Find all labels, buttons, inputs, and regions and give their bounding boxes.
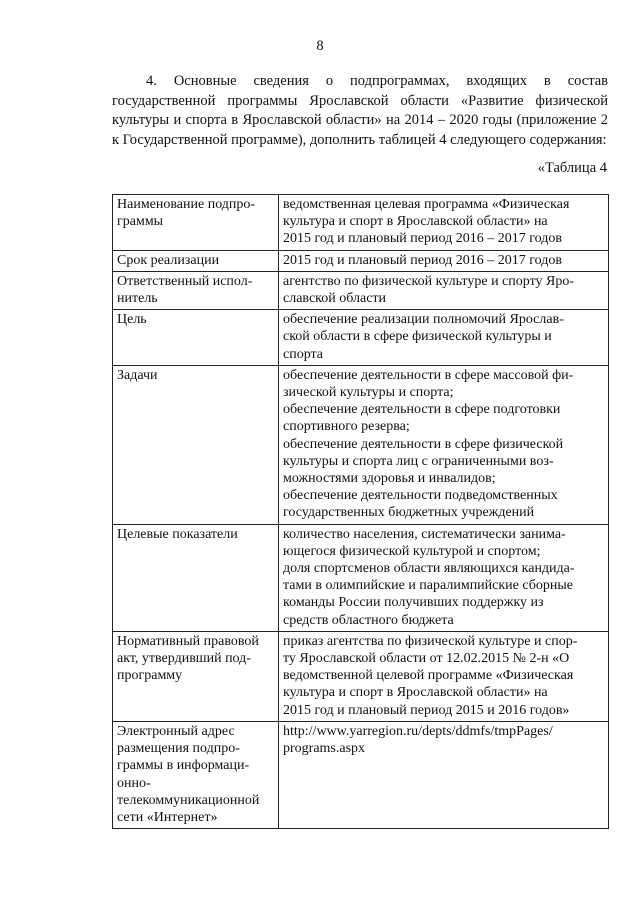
table-row [113,721,609,828]
row-label-line: Нормативный правовой [117,633,259,649]
row-value-line: культуры и спорта лиц с ограниченными воз- [283,453,554,469]
intro-paragraph: 4. Основные сведения о подпрограммах, входящих в состав государственной программы Ярославской области «Развитие физической культуры и спорта в Ярославской области» на 2014 – 2020 годы (приложение 2 к Государственной программе), дополнить таблицей 4 следующего содержания: [112,73,608,148]
row-value-line: 2015 год и плановый период 2015 и 2016 годов» [283,702,570,718]
table-body [113,195,609,829]
table-row [113,631,609,721]
row-label-line: размещения подпро- [117,741,240,757]
row-value-line: доля спортсменов области являющихся кандида- [283,561,575,577]
row-value-line: культура и спорт в Ярославской области» на [283,685,548,701]
row-value-line: 2015 год и плановый период 2016 – 2017 годов [283,231,562,247]
row-label-line: Наименование подпро- [117,197,256,212]
row-value-line: приказ агентства по физической культуре и спор- [283,633,578,649]
row-value-line: обеспечение деятельности в сфере подготовки [283,402,561,418]
row-label-cell [113,631,279,721]
row-value-line: ющегося физической культурой и спортом; [283,543,541,559]
page-number: 8 [316,38,324,54]
row-value-cell [279,310,609,366]
row-value-cell [279,365,609,524]
row-label-cell [113,271,279,309]
table-row [113,524,609,631]
row-value-line: обеспечение деятельности подведомственных [283,488,558,504]
table-caption: «Таблица 4 [537,160,607,176]
row-label-line: телекоммуникационной [117,792,260,808]
table-row [113,310,609,366]
row-value-line: спортивного резерва; [283,419,410,435]
row-label-cell [113,310,279,366]
row-label-cell [113,195,279,251]
row-value-line: обеспечение деятельности в сфере массовой фи- [283,367,574,383]
row-value-line: 2015 год и плановый период 2016 – 2017 годов [283,252,562,268]
row-label-line: граммы в информаци- [117,758,250,774]
row-value-line: можностями здоровья и инвалидов; [283,471,496,487]
row-value-line: обеспечение деятельности в сфере физической [283,436,564,452]
row-value-line: спорта [283,346,324,362]
row-label-line: Целевые показатели [117,526,238,542]
table-row [113,271,609,309]
row-value-line: агентство по физической культуре и спорту Яро- [283,273,575,289]
row-value-line: славской области [283,291,387,307]
row-value-cell [279,271,609,309]
row-label-cell [113,365,279,524]
row-value-cell [279,250,609,271]
row-value-line: государственных бюджетных учреждений [283,505,535,521]
subprogram-passport-table [112,194,609,829]
row-label-cell [113,524,279,631]
row-label-line: сети «Интернет» [117,809,218,825]
row-value-line: количество населения, систематически занима- [283,526,566,542]
row-value-line: культура и спорт в Ярославской области» на [283,214,548,230]
row-label-line: акт, утвердивший под- [117,651,251,667]
row-value-line: ведомственной целевой программе «Физическая [283,668,574,684]
row-label-line: граммы [117,214,164,230]
row-value-line: средств областного бюджета [283,612,454,628]
row-label-line: Электронный адрес [117,723,235,739]
row-value-line: зической культуры и спорта; [283,385,454,401]
row-label-cell [113,250,279,271]
row-value-line: ведомственная целевая программа «Физическая [283,197,570,212]
table-row [113,195,609,251]
row-label-cell [113,721,279,828]
row-value-line: тами в олимпийские и паралимпийские сборные [283,578,574,594]
table-row [113,250,609,271]
row-value-line: ту Ярославской области от 12.02.2015 № 2-н «О [283,651,570,667]
row-label-line: Ответственный испол- [117,273,253,289]
row-value-line: http://www.yarregion.ru/depts/ddmfs/tmpPages/ [283,723,553,739]
row-value-line: programs.aspx [283,741,366,757]
row-label-line: нитель [117,291,158,307]
row-label-line: Задачи [117,367,158,383]
row-value-cell [279,195,609,251]
row-value-cell [279,721,609,828]
row-label-line: онно- [117,775,151,791]
row-value-line: обеспечение реализации полномочий Ярослав- [283,312,564,328]
row-label-line: Срок реализации [117,252,220,268]
row-value-cell [279,631,609,721]
row-label-line: Цель [117,312,147,328]
row-value-cell [279,524,609,631]
table-row [113,365,609,524]
row-label-line: программу [117,668,183,684]
row-value-line: команды России получивших поддержку из [283,595,544,611]
row-value-line: ской области в сфере физической культуры и [283,329,552,345]
